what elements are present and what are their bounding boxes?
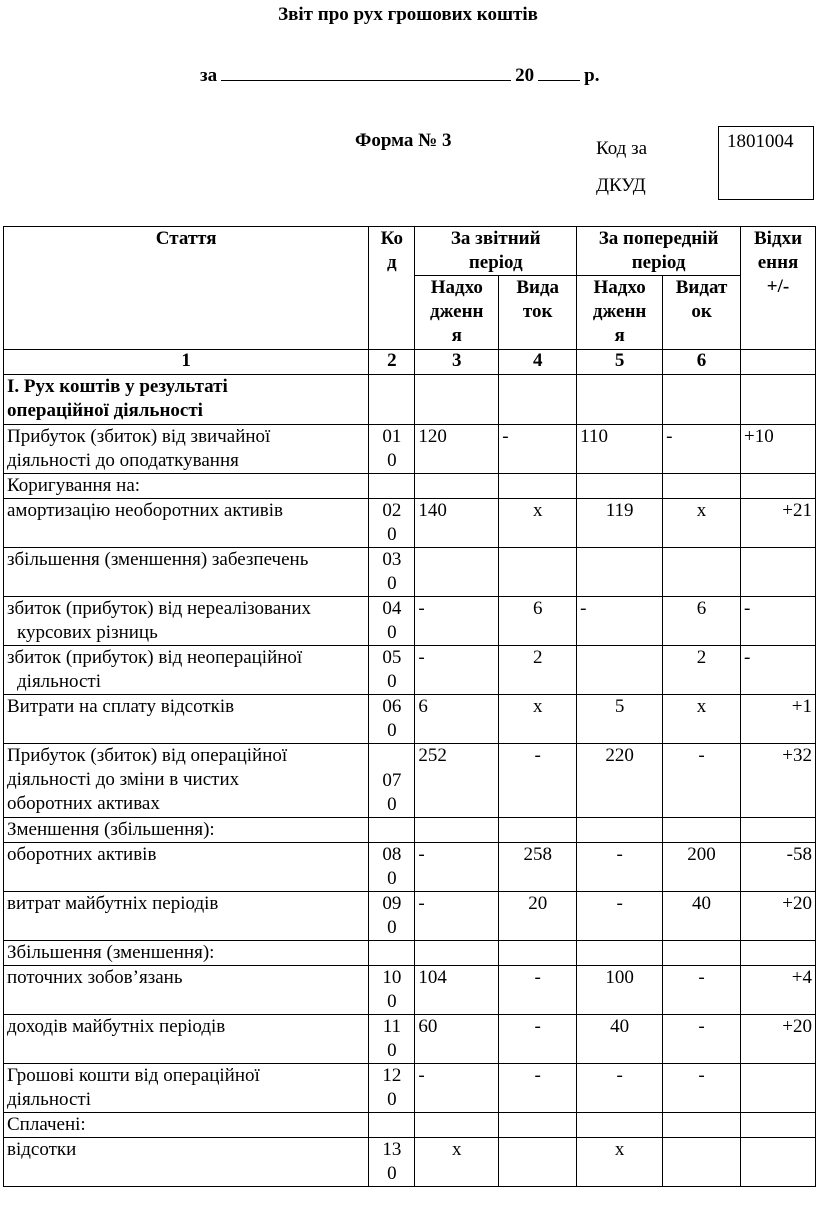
period-line — [200, 62, 599, 87]
row-inflow-previous — [577, 941, 663, 966]
row-inflow-current — [415, 1113, 499, 1138]
row-deviation: +21 — [741, 499, 816, 548]
row-outflow-previous — [663, 1113, 741, 1138]
row-inflow-previous: - — [577, 843, 663, 892]
row-inflow-previous: 119 — [577, 499, 663, 548]
row-deviation — [741, 548, 816, 597]
row-outflow-previous: 200 — [663, 843, 741, 892]
row-code — [369, 375, 415, 425]
row-article: збиток (прибуток) від нереалізованих курсових різниць — [4, 597, 369, 646]
row-inflow-current — [415, 375, 499, 425]
code-label-line2: ДКУД — [596, 175, 646, 196]
row-inflow-current: 120 — [415, 425, 499, 474]
row-outflow-current: - — [499, 1015, 577, 1064]
row-outflow-previous: 2 — [663, 646, 741, 695]
row-outflow-current — [499, 1113, 577, 1138]
report-title: Звіт про рух грошових коштів — [278, 4, 538, 25]
code-label-line1: Код за — [596, 138, 648, 159]
header-inflow-current: Надхо дженн я — [415, 276, 499, 350]
table-row — [4, 744, 816, 818]
row-deviation — [741, 1064, 816, 1113]
header-current-period: За звітний період — [415, 227, 577, 276]
row-deviation — [741, 474, 816, 499]
row-article: Прибуток (збиток) від звичайної діяльності до оподаткування — [4, 425, 369, 474]
row-inflow-previous: 5 — [577, 695, 663, 744]
row-article: витрат майбутніх періодів — [4, 892, 369, 941]
row-deviation — [741, 1138, 816, 1187]
row-inflow-previous — [577, 375, 663, 425]
row-code: 09 0 — [369, 892, 415, 941]
row-code: 12 0 — [369, 1064, 415, 1113]
row-article: Прибуток (збиток) від операційної діяльності до зміни в чистих оборотних активах — [4, 744, 369, 818]
row-deviation: +1 — [741, 695, 816, 744]
row-outflow-current — [499, 548, 577, 597]
row-inflow-current — [415, 818, 499, 843]
header-row-1 — [4, 227, 816, 276]
row-article: Збільшення (зменшення): — [4, 941, 369, 966]
row-deviation: - — [741, 646, 816, 695]
header-outflow-previous: Видат ок — [663, 276, 741, 350]
row-outflow-current: 2 — [499, 646, 577, 695]
row-inflow-current: - — [415, 646, 499, 695]
row-inflow-previous — [577, 646, 663, 695]
row-inflow-current: 6 — [415, 695, 499, 744]
table-row — [4, 375, 816, 425]
year-blank — [538, 62, 580, 81]
row-inflow-previous: 220 — [577, 744, 663, 818]
row-outflow-previous: - — [663, 1064, 741, 1113]
table-row — [4, 548, 816, 597]
row-inflow-previous: - — [577, 1064, 663, 1113]
row-article: Зменшення (збільшення): — [4, 818, 369, 843]
table-row — [4, 966, 816, 1015]
period-blank — [221, 62, 511, 81]
cash-flow-table — [3, 226, 816, 1187]
row-deviation: +20 — [741, 892, 816, 941]
row-code: 13 0 — [369, 1138, 415, 1187]
row-outflow-current: х — [499, 695, 577, 744]
row-inflow-current: 60 — [415, 1015, 499, 1064]
table-row — [4, 1064, 816, 1113]
table-row — [4, 474, 816, 499]
table-row — [4, 941, 816, 966]
row-inflow-current: - — [415, 597, 499, 646]
row-code: 07 0 — [369, 744, 415, 818]
table-row — [4, 818, 816, 843]
table-row — [4, 499, 816, 548]
row-inflow-current: - — [415, 843, 499, 892]
row-code: 11 0 — [369, 1015, 415, 1064]
row-code: 04 0 — [369, 597, 415, 646]
table-row — [4, 695, 816, 744]
row-outflow-previous: - — [663, 744, 741, 818]
colnum-3: 3 — [415, 350, 499, 375]
row-article: Грошові кошти від операційної діяльності — [4, 1064, 369, 1113]
row-inflow-previous: - — [577, 892, 663, 941]
row-code: 01 0 — [369, 425, 415, 474]
header-outflow-current: Вида ток — [499, 276, 577, 350]
row-outflow-current: х — [499, 499, 577, 548]
row-outflow-previous: - — [663, 1015, 741, 1064]
row-outflow-current: - — [499, 744, 577, 818]
row-code — [369, 474, 415, 499]
row-deviation — [741, 1113, 816, 1138]
row-deviation: +20 — [741, 1015, 816, 1064]
colnum-1: 1 — [4, 350, 369, 375]
row-deviation — [741, 375, 816, 425]
header-code: Ко д — [369, 227, 415, 350]
code-box: 1801004 — [718, 126, 814, 200]
row-inflow-previous — [577, 818, 663, 843]
row-outflow-previous: - — [663, 425, 741, 474]
row-outflow-previous — [663, 548, 741, 597]
row-inflow-current: 140 — [415, 499, 499, 548]
header-article: Стаття — [4, 227, 369, 350]
row-outflow-previous: х — [663, 499, 741, 548]
row-inflow-previous — [577, 548, 663, 597]
row-article: збиток (прибуток) від неопераційної діяльності — [4, 646, 369, 695]
row-deviation: +4 — [741, 966, 816, 1015]
row-article: Сплачені: — [4, 1113, 369, 1138]
row-outflow-previous — [663, 474, 741, 499]
row-inflow-previous — [577, 1113, 663, 1138]
row-article: оборотних активів — [4, 843, 369, 892]
row-deviation — [741, 818, 816, 843]
row-article: відсотки — [4, 1138, 369, 1187]
row-outflow-current: - — [499, 1064, 577, 1113]
row-article: збільшення (зменшення) забезпечень — [4, 548, 369, 597]
row-deviation: -58 — [741, 843, 816, 892]
header-previous-period: За попередній період — [577, 227, 741, 276]
colnum-2: 2 — [369, 350, 415, 375]
table-row — [4, 1113, 816, 1138]
row-article: Витрати на сплату відсотків — [4, 695, 369, 744]
row-outflow-previous: - — [663, 966, 741, 1015]
row-outflow-current: 258 — [499, 843, 577, 892]
colnum-4: 4 — [499, 350, 577, 375]
row-inflow-previous: - — [577, 597, 663, 646]
row-inflow-previous — [577, 474, 663, 499]
colnum-5: 5 — [577, 350, 663, 375]
row-article: І. Рух коштів у результаті операційної діяльності — [4, 375, 369, 425]
row-outflow-previous — [663, 1138, 741, 1187]
period-prefix: за — [200, 65, 218, 86]
header-inflow-previous: Надхо дженн я — [577, 276, 663, 350]
row-outflow-current — [499, 474, 577, 499]
row-outflow-previous: х — [663, 695, 741, 744]
code-label — [596, 130, 647, 204]
table-row — [4, 425, 816, 474]
row-outflow-previous — [663, 375, 741, 425]
table-row — [4, 597, 816, 646]
row-inflow-previous: 100 — [577, 966, 663, 1015]
row-inflow-current — [415, 474, 499, 499]
row-outflow-previous: 40 — [663, 892, 741, 941]
row-outflow-current — [499, 818, 577, 843]
row-code — [369, 1113, 415, 1138]
row-article: Коригування на: — [4, 474, 369, 499]
row-code: 03 0 — [369, 548, 415, 597]
row-code — [369, 818, 415, 843]
row-outflow-current — [499, 941, 577, 966]
row-inflow-previous: х — [577, 1138, 663, 1187]
row-inflow-current: - — [415, 1064, 499, 1113]
colnum-6: 6 — [663, 350, 741, 375]
table-row — [4, 892, 816, 941]
row-inflow-current: 104 — [415, 966, 499, 1015]
row-deviation: +10 — [741, 425, 816, 474]
row-outflow-current — [499, 1138, 577, 1187]
row-outflow-current: 6 — [499, 597, 577, 646]
row-deviation: - — [741, 597, 816, 646]
row-article: амортизацію необоротних активів — [4, 499, 369, 548]
row-inflow-current: - — [415, 892, 499, 941]
row-outflow-current — [499, 375, 577, 425]
row-code — [369, 941, 415, 966]
row-inflow-current — [415, 548, 499, 597]
row-code: 05 0 — [369, 646, 415, 695]
row-article: доходів майбутніх періодів — [4, 1015, 369, 1064]
row-deviation — [741, 941, 816, 966]
period-year: 20 — [515, 65, 535, 86]
row-code: 06 0 — [369, 695, 415, 744]
row-inflow-current: 252 — [415, 744, 499, 818]
table-row — [4, 646, 816, 695]
row-outflow-current: 20 — [499, 892, 577, 941]
row-inflow-previous: 110 — [577, 425, 663, 474]
row-code: 02 0 — [369, 499, 415, 548]
row-outflow-previous — [663, 818, 741, 843]
table-row — [4, 1138, 816, 1187]
row-article: поточних зобов’язань — [4, 966, 369, 1015]
row-outflow-previous — [663, 941, 741, 966]
table-row — [4, 1015, 816, 1064]
row-code: 10 0 — [369, 966, 415, 1015]
header-deviation: Відхи ення +/- — [741, 227, 816, 350]
row-inflow-current: х — [415, 1138, 499, 1187]
column-number-row — [4, 350, 816, 375]
table-row — [4, 843, 816, 892]
row-deviation: +32 — [741, 744, 816, 818]
row-outflow-current: - — [499, 966, 577, 1015]
period-suffix: р. — [584, 65, 600, 86]
row-outflow-current: - — [499, 425, 577, 474]
row-inflow-current — [415, 941, 499, 966]
row-outflow-previous: 6 — [663, 597, 741, 646]
form-number: Форма № 3 — [355, 130, 452, 151]
row-code: 08 0 — [369, 843, 415, 892]
row-inflow-previous: 40 — [577, 1015, 663, 1064]
colnum-7 — [741, 350, 816, 375]
